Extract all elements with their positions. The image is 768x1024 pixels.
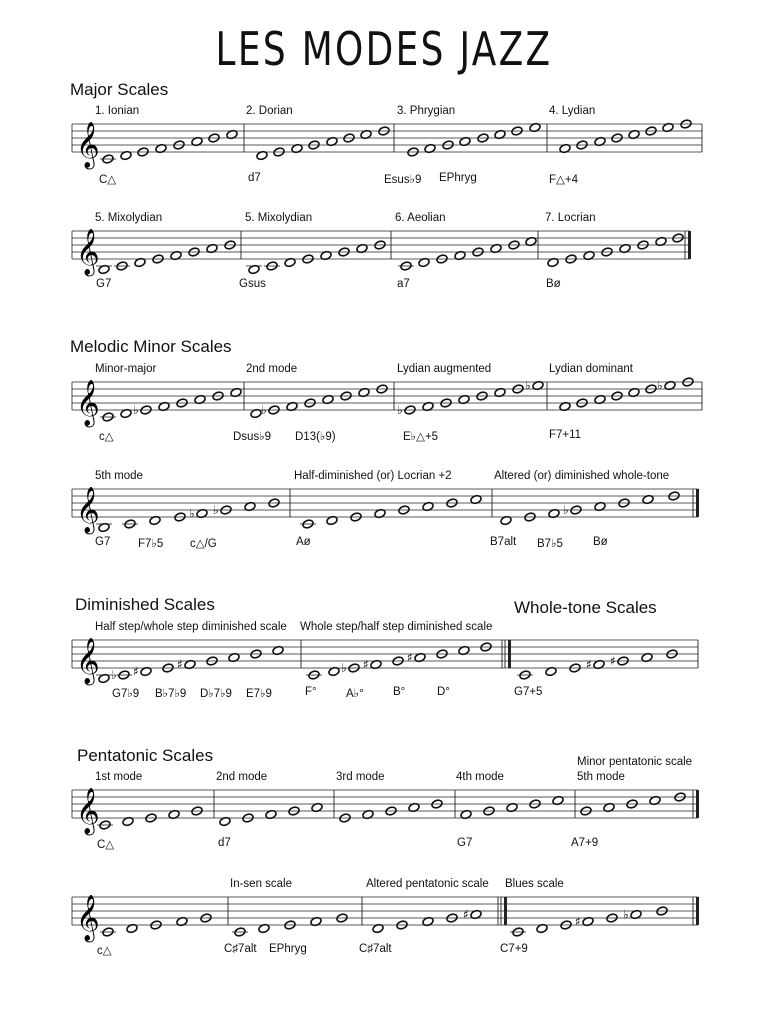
music-staff (0, 110, 768, 170)
mode-label: In-sen scale (230, 878, 293, 890)
svg-text:♯: ♯ (463, 907, 469, 922)
chord-symbol: G7♭9 (112, 688, 140, 700)
chord-symbol: Gsus (239, 278, 266, 290)
svg-text:𝄞: 𝄞 (76, 638, 100, 684)
svg-text:♯: ♯ (363, 657, 369, 672)
chord-symbol: Bø (593, 536, 608, 548)
section-heading-melodic-minor: Melodic Minor Scales (70, 337, 232, 356)
chord-symbol: d7 (248, 172, 261, 184)
svg-text:♭: ♭ (133, 403, 139, 417)
chord-symbol: B° (393, 686, 406, 698)
mode-label: 5. Mixolydian (245, 212, 313, 224)
page-title: LES MODES JAZZ (215, 22, 553, 76)
chord-symbol: F7♭5 (138, 538, 164, 550)
svg-text:♯: ♯ (610, 654, 616, 668)
chord-symbol: G7 (95, 536, 111, 548)
whole-note (363, 658, 382, 672)
chord-symbol: c△ (97, 945, 112, 957)
music-staff (0, 626, 768, 686)
svg-text:♯: ♯ (133, 664, 139, 679)
chord-symbol: C△ (99, 174, 117, 186)
svg-text:𝄞: 𝄞 (76, 788, 100, 834)
section-heading-diminished: Diminished Scales (75, 595, 215, 614)
chord-symbol: G7 (457, 837, 473, 849)
whole-note (407, 651, 426, 665)
whole-note (623, 908, 642, 922)
mode-label: 1st mode (95, 771, 143, 783)
chord-symbol: d7 (218, 837, 231, 849)
chord-symbol: B♭7♭9 (155, 688, 187, 700)
mode-label: 2. Dorian (246, 105, 293, 117)
mode-label: 2nd mode (246, 363, 298, 375)
mode-label: 3rd mode (336, 771, 385, 783)
music-staff (0, 776, 768, 836)
svg-text:♯: ♯ (177, 657, 183, 672)
section-heading-major: Major Scales (70, 80, 169, 99)
mode-label: 5th mode (95, 470, 143, 482)
svg-text:♯: ♯ (575, 914, 581, 929)
section-heading-pentatonic: Pentatonic Scales (77, 746, 214, 765)
whole-note (177, 658, 196, 672)
chord-symbol: E7♭9 (246, 688, 272, 700)
chord-symbol: B7alt (490, 536, 517, 548)
svg-text:𝄞: 𝄞 (76, 380, 100, 426)
chord-symbol: Dsus♭9 (233, 431, 272, 443)
svg-text:♭: ♭ (623, 907, 629, 922)
mode-label: Half step/whole step diminished scale (95, 621, 287, 633)
mode-label: 2nd mode (216, 771, 268, 783)
chord-symbol: D° (437, 686, 450, 698)
mode-label: 1. Ionian (95, 105, 140, 117)
chord-symbol: A7+9 (571, 837, 599, 849)
chord-symbol: G7+5 (514, 686, 543, 698)
mode-label: 4. Lydian (549, 105, 596, 117)
mode-label: 3. Phrygian (397, 105, 456, 117)
whole-note (657, 379, 676, 393)
chord-symbol: C△ (97, 839, 115, 851)
mode-label: Minor pentatonic scale (577, 756, 693, 768)
svg-text:𝄞: 𝄞 (76, 895, 100, 941)
music-staff (0, 217, 768, 277)
mode-label: 6. Aeolian (395, 212, 446, 224)
svg-text:♭: ♭ (261, 403, 267, 417)
svg-text:♯: ♯ (586, 657, 592, 672)
mode-label: Minor-major (95, 363, 157, 375)
mode-label: Altered pentatonic scale (366, 878, 489, 890)
chord-symbol: Esus♭9 (384, 174, 422, 186)
chord-symbol: EPhryg (439, 172, 477, 184)
chord-symbol: F△+4 (549, 174, 578, 186)
svg-text:𝄞: 𝄞 (76, 229, 100, 275)
chord-symbol: F° (305, 686, 317, 698)
whole-note (463, 908, 482, 922)
chord-symbol: C♯7alt (359, 943, 392, 955)
whole-note (525, 379, 544, 393)
mode-label: Altered (or) diminished whole-tone (494, 470, 670, 482)
svg-text:𝄞: 𝄞 (76, 487, 100, 533)
chord-symbol: E♭△+5 (403, 431, 439, 443)
chord-symbol: G7 (96, 278, 112, 290)
whole-note (133, 665, 152, 679)
svg-text:♭: ♭ (213, 503, 219, 517)
chord-symbol: A♭° (346, 688, 364, 700)
mode-label: 7. Locrian (545, 212, 596, 224)
chord-symbol: a7 (397, 278, 410, 290)
chord-symbol: EPhryg (269, 943, 307, 955)
chord-symbol: c△/G (190, 538, 217, 550)
music-staff (0, 368, 768, 428)
mode-label: Lydian augmented (397, 363, 492, 375)
chord-symbol: Bø (546, 278, 561, 290)
mode-label: Blues scale (505, 878, 564, 890)
music-staff (0, 475, 768, 535)
svg-text:𝄞: 𝄞 (76, 122, 100, 168)
whole-note (189, 507, 208, 521)
svg-text:♭: ♭ (341, 661, 347, 675)
svg-text:♯: ♯ (407, 650, 413, 665)
svg-text:♭: ♭ (657, 378, 663, 393)
chord-symbol: D13(♭9) (295, 431, 336, 443)
svg-text:♭: ♭ (397, 403, 403, 417)
svg-text:♭: ♭ (563, 503, 569, 517)
mode-label: Half-diminished (or) Locrian +2 (294, 470, 452, 482)
mode-label: 5th mode (577, 771, 625, 783)
svg-text:♭: ♭ (525, 378, 531, 393)
chord-symbol: C♯7alt (224, 943, 257, 955)
svg-text:♭: ♭ (189, 506, 195, 521)
mode-label: Whole step/half step diminished scale (300, 621, 493, 633)
svg-text:♭: ♭ (111, 668, 117, 682)
whole-note (586, 658, 605, 672)
chord-symbol: Aø (296, 536, 311, 548)
mode-label: 4th mode (456, 771, 504, 783)
chord-symbol: C7+9 (500, 943, 528, 955)
chord-symbol: D♭7♭9 (200, 688, 232, 700)
music-staff (0, 883, 768, 943)
mode-label: 5. Mixolydian (95, 212, 163, 224)
chord-symbol: c△ (99, 431, 114, 443)
section-heading-whole-tone: Whole-tone Scales (514, 598, 657, 617)
chord-symbol: B7♭5 (537, 538, 563, 550)
mode-label: Lydian dominant (549, 363, 633, 375)
chord-symbol: F7+11 (549, 429, 582, 441)
whole-note (575, 915, 594, 929)
